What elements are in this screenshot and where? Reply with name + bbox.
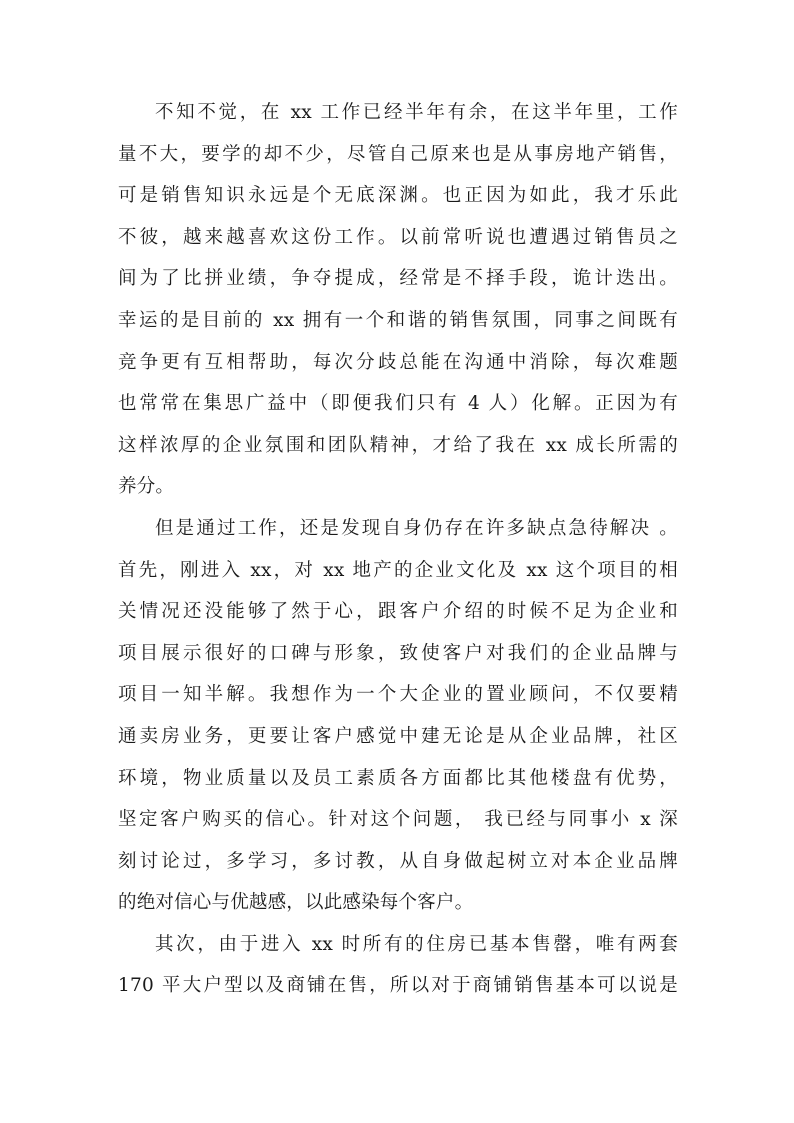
text-line: 可是销售知识永远是个无底深渊。也正因为如此，我才乐此 [118,185,678,207]
text-line: 170 平大户型以及商铺在售，所以对于商铺销售基本可以说是 [118,975,678,997]
paragraph-3 [118,924,678,1007]
text-line: 坚定客户购买的信心。针对这个问题， 我已经与同事小 x 深 [118,809,678,831]
text-line: 不知不觉，在 xx 工作已经半年有余，在这半年里，工作 [155,102,678,123]
paragraph-2 [118,508,678,924]
text-line: 竞争更有互相帮助，每次分歧总能在沟通中消除，每次难题 [118,351,678,373]
text-line: 养分。 [118,476,175,498]
text-line: 但是通过工作，还是发现自身仍存在许多缺点急待解决 。 [155,517,678,539]
text-line: 刻讨论过，多学习，多讨教，从自身做起树立对本企业品牌 [118,850,678,872]
text-line: 也常常在集思广益中（即便我们只有 4 人）化解。正因为有 [118,393,678,415]
text-line: 间为了比拼业绩，争夺提成，经常是不择手段，诡计迭出。 [118,268,678,290]
document-body [118,92,678,1007]
text-line: 的绝对信心与优越感，以此感染每个客户。 [118,892,474,914]
text-line: 其次，由于进入 xx 时所有的住房已基本售罄，唯有两套 [155,933,678,955]
text-line: 不彼，越来越喜欢这份工作。以前常听说也遭遇过销售员之 [118,226,678,248]
text-line: 首先，刚进入 xx，对 xx 地产的企业文化及 xx 这个项目的相 [118,559,678,581]
text-line: 通卖房业务，更要让客户感觉中建无论是从企业品牌，社区 [118,725,678,747]
text-line: 项目展示很好的口碑与形象，致使客户对我们的企业品牌与 [118,642,678,664]
paragraph-1 [118,92,678,508]
text-line: 环境，物业质量以及员工素质各方面都比其他楼盘有优势， [118,767,678,789]
text-line: 项目一知半解。我想作为一个大企业的置业顾问，不仅要精 [118,684,678,706]
text-line: 幸运的是目前的 xx 拥有一个和谐的销售氛围，同事之间既有 [118,309,678,331]
text-line: 量不大，要学的却不少，尽管自己原来也是从事房地产销售， [118,143,678,165]
text-line: 这样浓厚的企业氛围和团队精神，才给了我在 xx 成长所需的 [118,434,678,456]
text-line: 关情况还没能够了然于心，跟客户介绍的时候不足为企业和 [118,601,678,623]
